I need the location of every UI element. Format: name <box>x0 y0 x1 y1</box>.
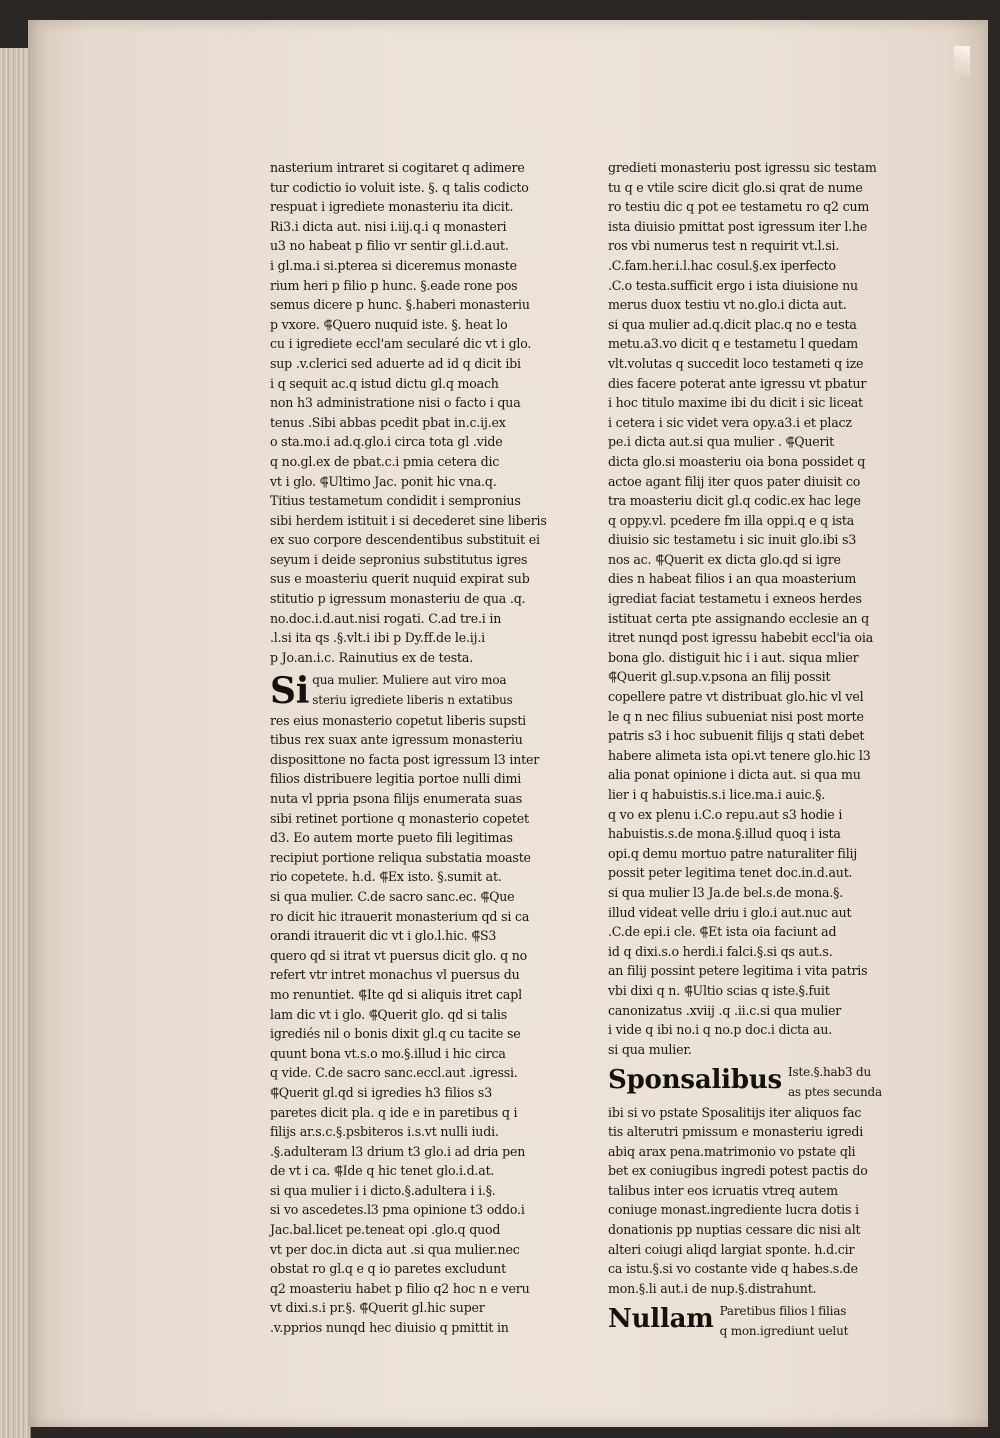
text-line: lam dic vt i glo. ⸿Querit glo. qd si talis <box>270 1006 507 1022</box>
text-line: dicta glo.si moasteriu oia bona possidet q <box>608 453 866 469</box>
text-line: i cetera i sic videt vera opy.a3.i et placz <box>608 414 852 430</box>
text-line: mo renuntiet. ⸿Ite qd si aliquis itret capl <box>270 986 522 1002</box>
page-fore-edge <box>0 48 31 1438</box>
text-line: ex suo corpore descendentibus substituit ei <box>270 532 540 548</box>
text-line: alia ponat opinione i dicta aut. si qua mu <box>608 767 861 783</box>
text-line: filios distribuere legitia portoe nulli dimi <box>270 771 522 787</box>
text-line: p vxore. ⸿Quero nuquid iste. §. heat lo <box>270 316 508 332</box>
text-line: vt i glo. ⸿Ultimo Jac. ponit hic vna.q. <box>270 473 497 489</box>
left-paragraph-1 <box>270 158 547 667</box>
text-line: .l.si ita qs .§.vlt.i ibi p Dy.ff.de le.ij.i <box>270 630 485 646</box>
text-line: i vide q ibi no.i q no.p doc.i dicta au. <box>608 1022 833 1038</box>
text-line: paretes dicit pla. q ide e in paretibus q i <box>270 1104 518 1120</box>
text-line: nasterium intraret si cogitaret q adimere <box>270 160 525 175</box>
left-initial-block <box>270 670 518 713</box>
text-line: qua mulier. Muliere aut viro moa <box>312 673 507 688</box>
text-line: id q dixi.s.o herdi.i falci.§.si qs aut.s. <box>608 943 833 959</box>
text-line: vt per doc.in dicta aut .si qua mulier.nec <box>270 1241 520 1257</box>
text-line: gredieti monasteriu post igressu sic testam <box>608 160 877 175</box>
text-line: respuat i igrediete monasteriu ita dicit. <box>270 199 514 215</box>
text-line: seyum i deide sepronius substitutus igres <box>270 551 528 567</box>
text-line: igrediat faciat testametu i exneos herdes <box>608 591 862 607</box>
left-paragraph-2 <box>270 711 540 1338</box>
page-corner-fold <box>954 46 970 76</box>
text-line: sup .v.clerici sed aduerte ad id q dicit ibi <box>270 355 521 371</box>
text-line: merus duox testiu vt no.glo.i dicta aut. <box>608 297 847 313</box>
text-line: stitutio p igressum monasteriu de qua .q. <box>270 591 526 607</box>
text-line: sibi herdem istituit i si decederet sine liberis <box>270 512 547 528</box>
text-line: ista diuisio pmittat post igressum iter l.he <box>608 218 868 234</box>
text-line: talibus inter eos icruatis vtreq autem <box>608 1182 838 1198</box>
text-line: donationis pp nuptias cessare dic nisi alt <box>608 1222 861 1238</box>
text-line: Titius testametum condidit i sempronius <box>270 493 521 509</box>
text-line: diuisio sic testametu i sic inuit glo.ibi s3 <box>608 532 857 548</box>
text-line: habuistis.s.de mona.§.illud quoq i ista <box>608 826 841 842</box>
text-line: ⸿Querit gl.sup.v.psona an filij possit <box>608 669 831 685</box>
drop-cap-lines <box>312 671 518 710</box>
text-line: nuta vl ppria psona filijs enumerata suas <box>270 791 522 806</box>
text-line: bona glo. distiguit hic i i aut. siqua mlier <box>608 649 859 665</box>
text-line: .C.fam.her.i.l.hac cosul.§.ex iperfecto <box>608 257 836 273</box>
text-line: itret nunqd post igressu habebit eccl'ia oia <box>608 630 874 646</box>
text-line: obstat ro gl.q e q io paretes excludunt <box>270 1261 506 1277</box>
text-line: ro testiu dic q pot ee testametu ro q2 cum <box>608 199 870 215</box>
text-line: lier i q habuistis.s.i lice.ma.i auic.§. <box>608 787 826 802</box>
text-line: vlt.volutas q succedit loco testameti q ize <box>608 355 864 371</box>
text-line: quunt bona vt.s.o mo.§.illud i hic circa <box>270 1045 506 1061</box>
text-line: .v.pprios nunqd hec diuisio q pmittit in <box>270 1320 509 1336</box>
text-line: coniuge monast.ingrediente lucra dotis i <box>608 1202 859 1218</box>
text-line: ibi si vo pstate Sposalitijs iter aliquos fac <box>608 1104 862 1120</box>
text-line: metu.a3.vo dicit q e testametu l quedam <box>608 336 859 352</box>
text-line: q vo ex plenu i.C.o repu.aut s3 hodie i <box>608 806 843 822</box>
text-line: .§.adulteram l3 drium t3 glo.i ad dria pen <box>270 1143 526 1159</box>
text-line: q mon.igrediunt uelut <box>719 1324 849 1339</box>
text-line: sus e moasteriu querit nuquid expirat sub <box>270 571 530 587</box>
nullam-heading-block <box>608 1302 856 1341</box>
text-line: ca istu.§.si vo costante vide q habes.s.de <box>608 1261 858 1277</box>
text-line: tra moasteriu dicit gl.q codic.ex hac lege <box>608 493 861 509</box>
text-line: recipiut portione reliqua substatia moaste <box>270 849 531 865</box>
text-line: tis alterutri pmissum e monasteriu igredi <box>608 1124 864 1140</box>
text-line: istituat certa pte assignando ecclesie an q <box>608 610 869 626</box>
text-line: si qua mulier. C.de sacro sanc.ec. ⸿Que <box>270 888 515 904</box>
text-line: ⸿Querit gl.qd si igredies h3 filios s3 <box>270 1084 493 1100</box>
text-line: refert vtr intret monachus vl puersus du <box>270 967 520 983</box>
text-line: ros vbi numerus test n requirit vt.l.si. <box>608 238 840 254</box>
text-line: vt dixi.s.i pr.§. ⸿Querit gl.hic super <box>270 1300 485 1316</box>
text-line: cu i igrediete eccl'am secularé dic vt i glo. <box>270 336 532 352</box>
text-line: si qua mulier i i dicto.§.adultera i i.§. <box>270 1182 496 1198</box>
text-line: as ptes secunda <box>787 1084 882 1099</box>
text-line: res eius monasterio copetut liberis supsti <box>270 712 527 728</box>
text-line: illud videat velle driu i glo.i aut.nuc aut <box>608 904 852 920</box>
text-line: copellere patre vt distribuat glo.hic vl vel <box>608 689 864 705</box>
text-line: nos ac. ⸿Querit ex dicta glo.qd si igre <box>608 551 841 567</box>
text-line: o sta.mo.i ad.q.glo.i circa tota gl .vide <box>270 434 503 450</box>
text-line: non h3 administratione nisi o facto i qua <box>270 395 521 411</box>
text-line: quero qd si itrat vt puersus dicit glo. q no <box>270 947 528 963</box>
text-line: rio copetete. h.d. ⸿Ex isto. §.sumit at. <box>270 869 502 885</box>
text-line: canonizatus .xviij .q .ii.c.si qua mulier <box>608 1002 842 1018</box>
text-line: possit peter legitima tenet doc.in.d.aut. <box>608 865 853 881</box>
text-line: sibi retinet portione q monasterio copetet <box>270 810 529 826</box>
text-line: alteri coiugi aliqd largiat sponte. h.d.cir <box>608 1241 855 1257</box>
text-line: disposittone no facta post igressum l3 inter <box>270 751 540 767</box>
text-line: .C.de epi.i cle. ⸿Et ista oia faciunt ad <box>608 924 837 940</box>
text-line: semus dicere p hunc. §.haberi monasteriu <box>270 297 530 313</box>
text-line: p Jo.an.i.c. Rainutius ex de testa. <box>270 649 474 665</box>
text-line: steriu igrediete liberis n extatibus <box>312 693 513 708</box>
text-line: tibus rex suax ante igressum monasteriu <box>270 732 523 748</box>
text-line: no.doc.i.d.aut.nisi rogati. C.ad tre.i in <box>270 610 502 626</box>
text-line: tenus .Sibi abbas pcedit pbat in.c.ij.ex <box>270 414 506 430</box>
text-line: q no.gl.ex de pbat.c.i pmia cetera dic <box>270 453 500 469</box>
right-text-column <box>608 158 882 1342</box>
text-line: q vide. C.de sacro sanc.eccl.aut .igressi. <box>270 1065 518 1081</box>
text-line: an filij possint petere legitima i vita patris <box>608 963 868 979</box>
right-paragraph-2 <box>608 1103 868 1299</box>
text-line: habere alimeta ista opi.vt tenere glo.hic l3 <box>608 747 871 763</box>
text-line: Jac.bal.licet pe.teneat opi .glo.q quod <box>270 1222 501 1238</box>
text-line: de vt i ca. ⸿Ide q hic tenet glo.i.d.at. <box>270 1163 495 1179</box>
left-text-column <box>270 158 547 1338</box>
text-line: si vo ascedetes.l3 pma opinione t3 oddo.i <box>270 1202 525 1218</box>
text-line: mon.§.li aut.i de nup.§.distrahunt. <box>608 1280 817 1296</box>
text-line: actoe agant filij iter quos pater diuisit co <box>608 473 861 489</box>
drop-cap-initial: Si <box>270 670 310 713</box>
text-line: opi.q demu mortuo patre naturaliter filij <box>608 845 858 861</box>
text-line: si qua mulier l3 Ja.de bel.s.de mona.§. <box>608 884 844 900</box>
text-line: ro dicit hic itrauerit monasterium qd si ca <box>270 908 530 924</box>
text-line: si qua mulier. <box>608 1041 692 1057</box>
text-line: si qua mulier ad.q.dicit plac.q no e testa <box>608 316 857 332</box>
text-line: tur codictio io voluit iste. §. q talis codicto <box>270 179 529 195</box>
section-heading-sponsalibus: Sponsalibus <box>608 1065 782 1096</box>
text-line: filijs ar.s.c.§.psbiteros i.s.vt nulli iudi. <box>270 1124 499 1140</box>
text-line: .C.o testa.sufficit ergo i ista diuisione nu <box>608 277 858 293</box>
text-line: dies facere poterat ante igressu vt pbatur <box>608 375 867 391</box>
text-line: abiq arax pena.matrimonio vo pstate qli <box>608 1143 856 1159</box>
text-line: u3 no habeat p filio vr sentir gl.i.d.aut. <box>270 238 509 254</box>
text-line: Iste.§.hab3 du <box>787 1065 872 1080</box>
text-line: patris s3 i hoc subuenit filijs q stati debet <box>608 728 865 744</box>
text-line: orandi itrauerit dic vt i glo.l.hic. ⸿S3 <box>270 928 497 944</box>
text-line: vbi dixi q n. ⸿Ultio scias q iste.§.fuit <box>608 982 830 998</box>
sponsalibus-heading-block <box>608 1063 882 1102</box>
text-line: pe.i dicta aut.si qua mulier . ⸿Querit <box>608 434 835 450</box>
section-heading-nullam: Nullam <box>608 1304 714 1335</box>
text-line: i hoc titulo maxime ibi du dicit i sic liceat <box>608 395 863 411</box>
text-line: Ri3.i dicta aut. nisi i.iij.q.i q monasteri <box>270 218 507 234</box>
text-line: q oppy.vl. pcedere fm illa oppi.q e q ista <box>608 512 855 528</box>
text-line: i q sequit ac.q istud dictu gl.q moach <box>270 375 499 391</box>
text-line: le q n nec filius subueniat nisi post morte <box>608 708 864 724</box>
heading-2-lines <box>720 1302 856 1341</box>
text-line: i gl.ma.i si.pterea si diceremus monaste <box>270 257 517 273</box>
right-paragraph-1 <box>608 158 877 1059</box>
text-line: rium heri p filio p hunc. §.eade rone pos <box>270 277 518 293</box>
text-line: tu q e vtile scire dicit glo.si qrat de nume <box>608 179 863 195</box>
text-line: dies n habeat filios i an qua moasterium <box>608 571 857 587</box>
text-line: bet ex coniugibus ingredi potest pactis do <box>608 1163 868 1179</box>
text-line: igrediés nil o bonis dixit gl.q cu tacite se <box>270 1026 521 1042</box>
text-line: Paretibus filios l filias <box>719 1304 847 1319</box>
text-line: d3. Eo autem morte pueto fili legitimas <box>270 830 513 846</box>
heading-1-lines <box>788 1063 882 1102</box>
text-line: q2 moasteriu habet p filio q2 hoc n e veru <box>270 1280 530 1296</box>
